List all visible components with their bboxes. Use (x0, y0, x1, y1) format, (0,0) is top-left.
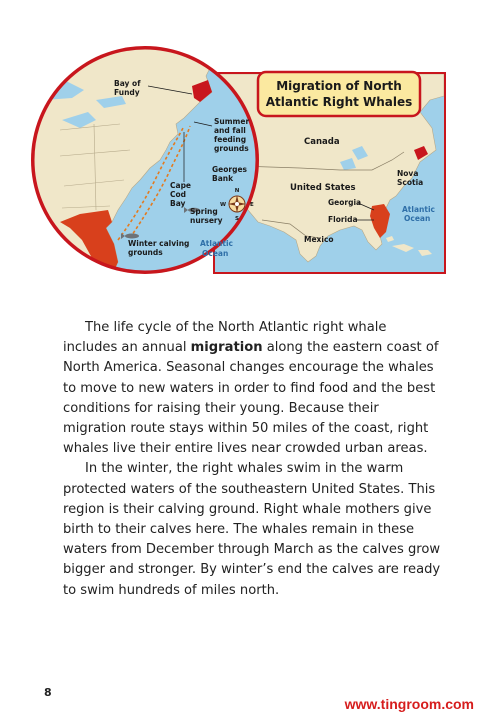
paragraph-1-start: The life cycle of the North Atlantic right whale includes an annual (63, 320, 387, 356)
map-title-line2: Atlantic Right Whales (265, 95, 413, 109)
label-summer-1: Summer (214, 117, 250, 126)
label-cape-cod-3: Bay (170, 199, 186, 208)
label-atlantic-1: Atlantic (200, 239, 233, 248)
label-inset-atlantic-1: Atlantic (402, 205, 435, 214)
label-united-states: United States (290, 183, 356, 193)
compass-n: N (234, 188, 240, 194)
label-mexico: Mexico (304, 235, 334, 244)
label-bay-of-fundy-1: Bay of (114, 79, 141, 88)
label-inset-atlantic-2: Ocean (404, 214, 431, 223)
label-cape-cod-1: Cape (170, 181, 192, 190)
label-canada: Canada (304, 137, 340, 147)
paragraph-1-end: along the eastern coast of North America. Seasonal changes encourage the whales to move to new waters in order to find food and the best conditions for raising their young. Because their migration route stays within 50 miles of the coast, right whales live their entire lives near crowded urban areas. (63, 340, 439, 457)
paragraph-1 (63, 318, 443, 459)
keyword-migration: migration (190, 340, 263, 356)
label-georges-2: Bank (212, 174, 234, 183)
page-number: 8 (44, 686, 52, 699)
site-url: www.tingroom.com (344, 696, 474, 712)
label-atlantic-2: Ocean (202, 249, 229, 258)
compass-w: W (220, 202, 227, 208)
label-winter-2: grounds (128, 248, 163, 257)
paragraph-2: In the winter, the right whales swim in the warm protected waters of the southeastern United States. This region is their calving ground. Right whale mothers give birth to their calves here. The whales remain in these waters from December through March as the calves grow bigger and stronger. By winter’s end the calves are ready to swim hundreds of miles north. (63, 461, 441, 598)
migration-map-figure (0, 0, 482, 300)
label-florida: Florida (328, 215, 358, 224)
label-nova-scotia-2: Scotia (397, 178, 424, 187)
label-georgia: Georgia (328, 198, 362, 207)
body-text (63, 318, 443, 601)
map-title-box (258, 72, 420, 116)
label-summer-3: feeding (214, 135, 247, 144)
map-title-line1: Migration of North (276, 79, 402, 93)
label-georges-1: Georges (212, 165, 248, 174)
label-summer-2: and fall (214, 126, 246, 135)
label-spring-2: nursery (190, 216, 223, 225)
circle-detail-map (30, 45, 260, 275)
label-cape-cod-2: Cod (170, 190, 187, 199)
compass-s: S (235, 216, 239, 222)
label-bay-of-fundy-2: Fundy (114, 88, 140, 97)
label-nova-scotia-1: Nova (397, 169, 419, 178)
label-winter-1: Winter calving (128, 239, 190, 248)
compass-e: E (250, 202, 254, 208)
label-spring-1: Spring (190, 207, 218, 216)
label-summer-4: grounds (214, 144, 249, 153)
